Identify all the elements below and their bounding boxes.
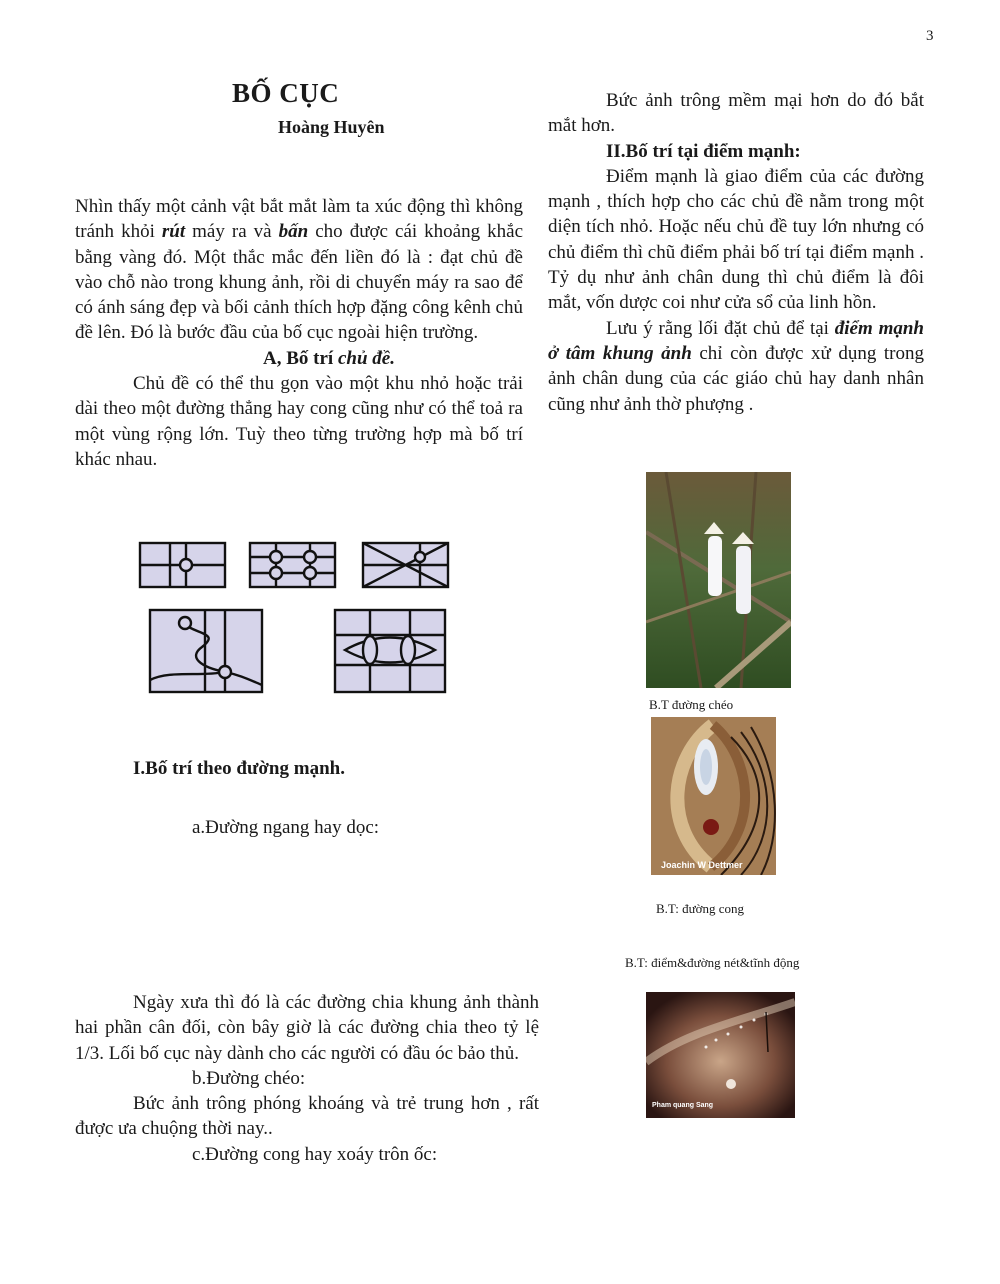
paragraph-old-style: Ngày xưa thì đó là các đường chia khung ảnh thành hai phần cân đối, còn bây giờ là các đường chia theo tỷ lệ 1/3. Lối bố cục này dành cho các người có đầu óc bảo thủ. <box>75 992 539 1064</box>
photo-diagonal-bridge <box>646 472 791 688</box>
diagram-thirds-one-point <box>140 543 225 587</box>
photo-curve-staircase <box>651 717 776 875</box>
diagram-diagonal <box>363 543 448 587</box>
caption-point-line: B.T: điểm&đường nét&tĩnh động <box>625 955 800 970</box>
caption-diagonal: B.T đường chéo <box>649 697 734 712</box>
subheading-curve: c.Đường cong hay xoáy trôn ốc: <box>192 1143 438 1165</box>
section-a-heading: A, Bố trí chủ đề. <box>263 347 395 369</box>
author-name: Hoàng Huyên <box>278 117 385 137</box>
paragraph-diagonal: Bức ảnh trông phóng khoáng và trẻ trung hơn , rất được ưa chuộng thời nay.. <box>75 1093 539 1140</box>
diagram-thirds-four-points <box>250 543 335 587</box>
section-a-paragraph: Chủ đề có thể thu gọn vào một khu nhỏ hoặc trải dài theo một đường thẳng hay cong cũng như có thể toả ra một vùng rộng lớn. Tuỳ theo từng trường hợp mà bố trí khác nhau. <box>75 373 523 470</box>
page-number: 3 <box>926 28 934 44</box>
composition-diagrams <box>130 535 460 700</box>
left-column-bottom <box>75 990 539 1167</box>
heading-strong-point: II.Bố trí tại điểm mạnh: <box>606 140 801 162</box>
paragraph-note: Lưu ý rằng lối đặt chủ để tại điểm mạnh ở tâm khung ảnh chỉ còn được xử dụng trong ảnh chân dung của các giáo chủ hay danh nhân cũng như ảnh thờ phượng . <box>548 317 924 415</box>
heading-strong-lines: I.Bố trí theo đường mạnh. <box>133 758 345 779</box>
caption-curve: B.T: đường cong <box>656 901 745 916</box>
photo-point-line-sand <box>646 992 795 1118</box>
photo-credit-staircase: Joachin W Dettmer <box>661 860 743 870</box>
photo-credit-sand: Pham quang Sang <box>652 1102 714 1109</box>
left-column-top <box>75 194 523 472</box>
subheading-horizontal-vertical: a.Đường ngang hay dọc: <box>192 817 380 838</box>
diagram-points-lines <box>335 610 445 692</box>
intro-paragraph: Nhìn thấy một cảnh vật bắt mắt làm ta xúc động thì không tránh khỏi rút máy ra và bấn cho được cái khoảng khắc bằng vàng đó. Một thắc mắc đến liền đó là : đạt chủ đề vào chỗ nào trong khung ảnh, rồi di chuyển máy ra sao để có ánh sáng đẹp và bối cảnh thích hợp đặng công kênh chủ đề lên. Đó là bước đầu của bố cục ngoài hiện trường. <box>75 196 524 344</box>
paragraph-strong-point: Điểm mạnh là giao điểm của các đường mạnh , thích hợp cho các chủ đề nằm trong một diện tích nhỏ. Hoặc nếu chủ đề tuy lớn nhưng có chủ điểm thì chũ điểm phải bố trí tại điểm mạnh . Tỷ dụ như ảnh chân dung thì chủ điểm là đôi mắt, vốn dược coi như cửa sổ của linh hồn. <box>548 165 924 314</box>
diagram-curve <box>150 610 262 692</box>
page-title: BỐ CỤC <box>232 78 340 108</box>
subheading-diagonal: b.Đường chéo: <box>192 1067 306 1089</box>
paragraph-soft: Bức ảnh trông mềm mại hơn do đó bắt mắt hơn. <box>548 90 924 137</box>
right-column <box>548 88 924 417</box>
